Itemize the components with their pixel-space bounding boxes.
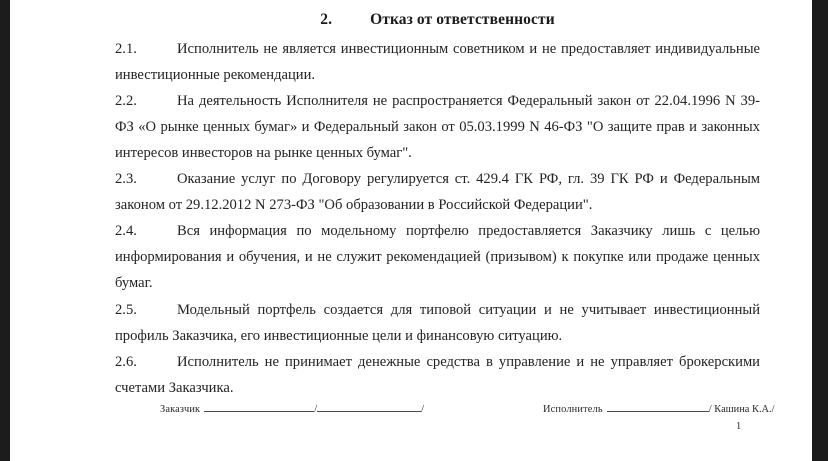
- document-body: [115, 0, 760, 401]
- clause-text: Оказание услуг по Договору регулируется ст. 429.4 ГК РФ, гл. 39 ГК РФ и Федеральным законом от 29.12.2012 N 273-ФЗ "Об образовании в Российской Федерации".: [115, 171, 760, 214]
- clause-2-4: [115, 218, 760, 296]
- clause-2-2: [115, 88, 760, 166]
- customer-slash-1: /: [314, 404, 318, 415]
- viewer-left-letterbox: [0, 0, 10, 461]
- clause-text: На деятельность Исполнителя не распространяется Федеральный закон от 22.04.1996 N 39-ФЗ «О рынке ценных бумаг» и Федеральный закон от 05.03.1999 N 46-ФЗ "О защите прав и законных интересов инвесторов на рынке ценных бумаг".: [115, 92, 760, 161]
- contractor-label: Исполнитель: [543, 404, 603, 415]
- clause-2-1: [115, 36, 760, 88]
- clause-number: 2.6.: [115, 353, 137, 370]
- viewer-right-letterbox: [812, 0, 828, 461]
- page-title: [115, 0, 760, 30]
- clause-2-3: [115, 166, 760, 218]
- customer-slash-2: /: [421, 404, 425, 415]
- customer-label: Заказчик: [160, 404, 201, 415]
- contractor-signature-rule: [607, 402, 709, 412]
- contractor-name: Кашина К.А./: [714, 404, 775, 415]
- clause-text: Модельный портфель создается для типовой ситуации и не учитывает инвестиционный профиль Заказчика, его инвестиционные цели и финансовую ситуацию.: [115, 301, 760, 344]
- section-number: 2.: [320, 11, 333, 28]
- clause-number: 2.3.: [115, 171, 137, 188]
- clause-text: Исполнитель не принимает денежные средства в управление и не управляет брокерскими счетами Заказчика.: [115, 353, 760, 396]
- clause-2-5: [115, 297, 760, 349]
- clause-text: Исполнитель не является инвестиционным советником и не предоставляет индивидуальные инвестиционные рекомендации.: [115, 40, 760, 83]
- clause-number: 2.4.: [115, 223, 137, 240]
- customer-name-rule: [317, 402, 421, 412]
- document-page: [10, 0, 812, 461]
- clause-number: 2.5.: [115, 301, 137, 318]
- clause-text: Вся информация по модельному портфелю предоставляется Заказчику лишь с целью информирования и обучения, и не служит рекомендацией (призывом) к покупке или продаже ценных бумаг.: [115, 223, 760, 292]
- section-title: Отказ от ответственности: [370, 11, 555, 28]
- contractor-slash: /: [708, 404, 712, 415]
- customer-signature-rule: [204, 402, 314, 412]
- clause-number: 2.1.: [115, 40, 137, 57]
- customer-signature-line: [160, 402, 424, 417]
- clause-2-6: [115, 349, 760, 401]
- page-number: 1: [736, 421, 742, 432]
- contractor-signature-line: [543, 402, 775, 417]
- clause-number: 2.2.: [115, 92, 137, 109]
